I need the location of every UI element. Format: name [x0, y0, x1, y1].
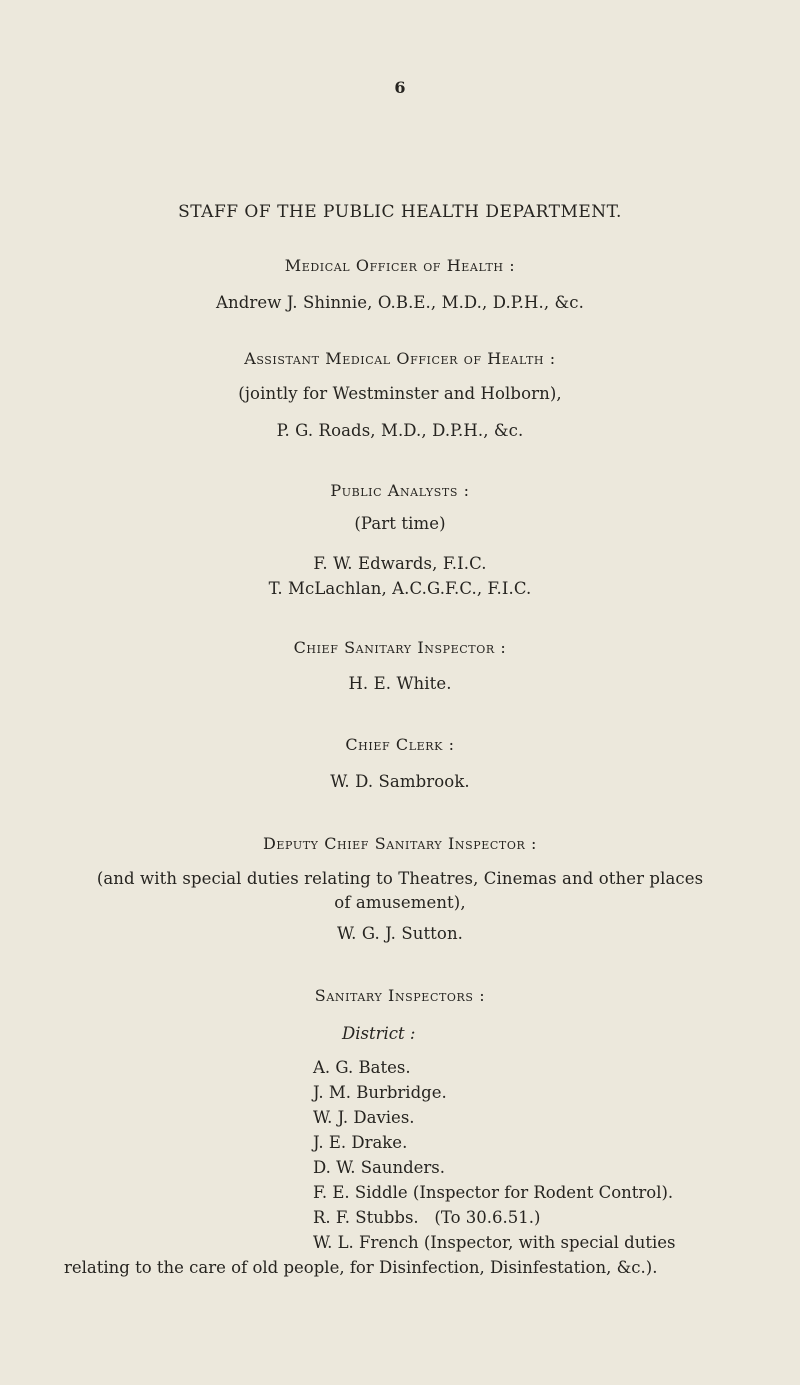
sanitary-inspector-name: W. J. Davies.	[313, 1108, 415, 1127]
district-subheading: District :	[342, 1024, 416, 1043]
public-analyst-name: T. McLachlan, A.C.G.F.C., F.I.C.	[268, 579, 532, 598]
page-title: STAFF OF THE PUBLIC HEALTH DEPARTMENT.	[178, 202, 622, 222]
medical-officer-heading: Medical Officer of Health :	[284, 256, 516, 275]
public-analysts-note: (Part time)	[354, 514, 446, 533]
sanitary-inspector-name: J. E. Drake.	[313, 1133, 408, 1152]
chief-sanitary-inspector-heading: Chief Sanitary Inspector :	[293, 638, 507, 657]
chief-clerk-heading: Chief Clerk :	[345, 735, 455, 754]
sanitary-inspector-name: A. G. Bates.	[313, 1058, 411, 1077]
medical-officer-name: Andrew J. Shinnie, O.B.E., M.D., D.P.H., &c.	[216, 293, 584, 312]
public-analyst-name: F. W. Edwards, F.I.C.	[313, 554, 487, 573]
deputy-chief-sanitary-inspector-heading: Deputy Chief Sanitary Inspector :	[262, 834, 538, 853]
assistant-medical-officer-note: (jointly for Westminster and Holborn),	[238, 384, 562, 403]
deputy-chief-sanitary-inspector-note: (and with special duties relating to Theatres, Cinemas and other places	[96, 869, 704, 888]
sanitary-inspectors-heading: Sanitary Inspectors :	[314, 986, 486, 1005]
sanitary-inspector-name: W. L. French (Inspector, with special duties	[313, 1233, 676, 1252]
sanitary-inspector-continuation: relating to the care of old people, for Disinfection, Disinfestation, &c.).	[64, 1258, 658, 1277]
assistant-medical-officer-name: P. G. Roads, M.D., D.P.H., &c.	[276, 421, 524, 440]
page-number: 6	[394, 78, 406, 97]
assistant-medical-officer-heading: Assistant Medical Officer of Health :	[244, 349, 556, 368]
sanitary-inspector-name: F. E. Siddle (Inspector for Rodent Control).	[313, 1183, 674, 1202]
deputy-chief-sanitary-inspector-name: W. G. J. Sutton.	[336, 924, 464, 943]
sanitary-inspector-name: D. W. Saunders.	[313, 1158, 446, 1177]
sanitary-inspector-name: R. F. Stubbs. (To 30.6.51.)	[313, 1208, 541, 1227]
deputy-chief-sanitary-inspector-note: of amusement),	[334, 893, 466, 912]
chief-sanitary-inspector-name: H. E. White.	[348, 674, 452, 693]
sanitary-inspector-name: J. M. Burbridge.	[313, 1083, 447, 1102]
public-analysts-heading: Public Analysts :	[330, 481, 470, 500]
chief-clerk-name: W. D. Sambrook.	[330, 772, 470, 791]
